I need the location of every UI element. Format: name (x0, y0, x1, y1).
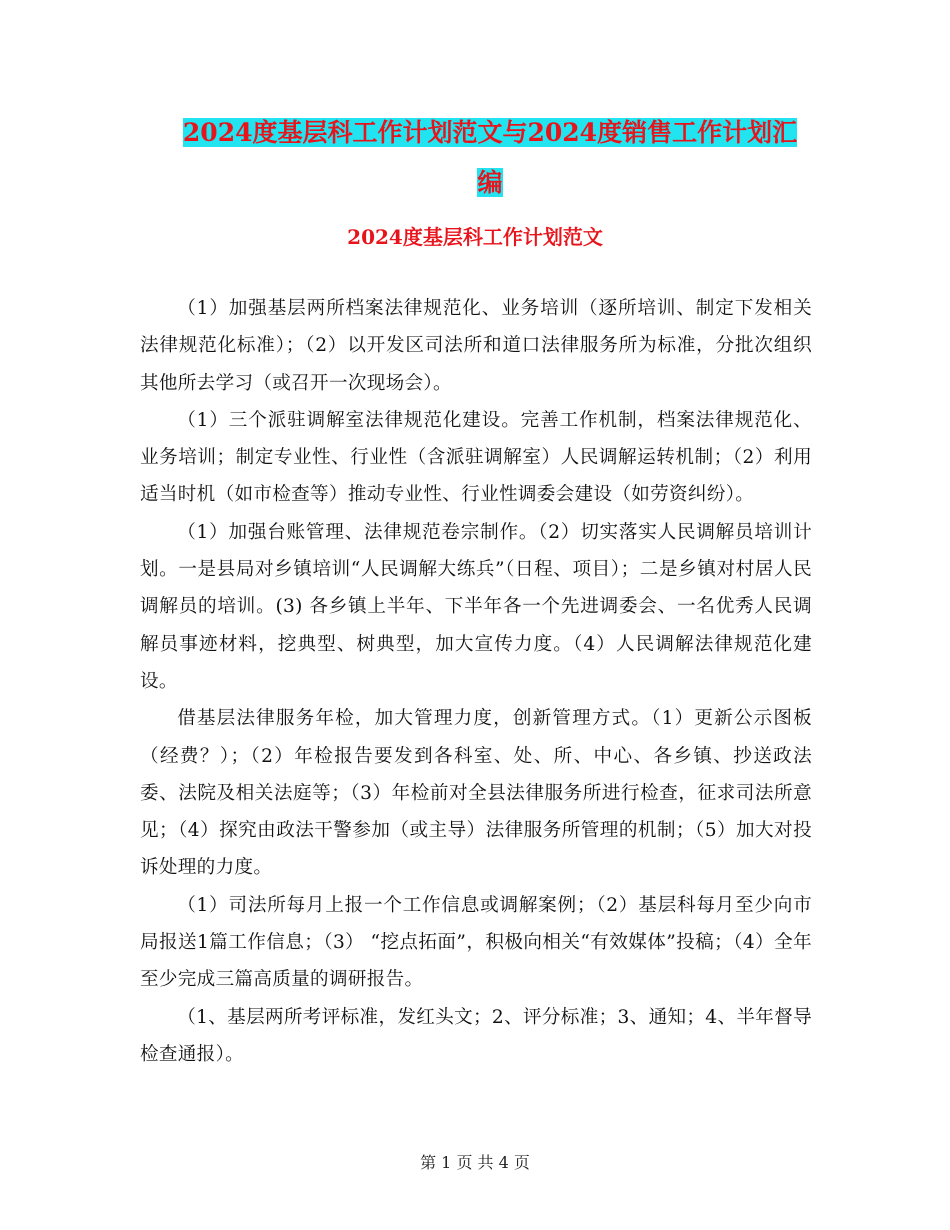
document-body (140, 290, 812, 1073)
paragraph: 借基层法律服务年检，加大管理力度，创新管理方式。（1）更新公示图板（经费？）；（2）年检报告要发到各科室、处、所、中心、各乡镇、抄送政法委、法院及相关法庭等；（3）年检前对全县法律服务所进行检查，征求司法所意见；（4）探究由政法干警参加（或主导）法律服务所管理的机制；（5）加大对投诉处理的力度。 (140, 708, 812, 879)
title-line-2: 编 (477, 168, 503, 197)
paragraph: （1）加强台账管理、法律规范卷宗制作。（2）切实落实人民调解员培训计划。一是县局对乡镇培训“人民调解大练兵”（日程、项目）；二是乡镇对村居人民调解员的培训。(3) 各乡镇上半年、下半年各一个先进调委会、一名优秀人民调解员事迹材料，挖典型、树典型，加大宣传力度。（4）人民调解法律规范化建设。 (140, 521, 812, 692)
paragraph: （1）加强基层两所档案法律规范化、业务培训（逐所培训、制定下发相关法律规范化标准）；（2）以开发区司法所和道口法律服务所为标准，分批次组织其他所去学习（或召开一次现场会）。 (140, 298, 812, 394)
paragraph: （1、基层两所考评标准，发红头文；2、评分标准；3、通知；4、半年督导检查通报）。 (140, 1006, 812, 1065)
section-heading: 2024度基层科工作计划范文 (347, 225, 603, 249)
page-footer: 第 1 页 共 4 页 (420, 1153, 530, 1172)
title-line-1: 2024度基层科工作计划范文与2024度销售工作计划汇 (182, 118, 798, 147)
document-title (140, 108, 840, 208)
paragraph: （1）三个派驻调解室法律规范化建设。完善工作机制，档案法律规范化、业务培训；制定专业性、行业性（含派驻调解室）人民调解运转机制；（2）利用适当时机（如市检查等）推动专业性、行业性调委会建设（如劳资纠纷）。 (140, 409, 812, 506)
paragraph: （1）司法所每月上报一个工作信息或调解案例；（2）基层科每月至少向市局报送1篇工作信息；（3） “挖点拓面”，积极向相关“有效媒体”投稿；（4）全年至少完成三篇高质量的调研报告。 (140, 894, 812, 991)
